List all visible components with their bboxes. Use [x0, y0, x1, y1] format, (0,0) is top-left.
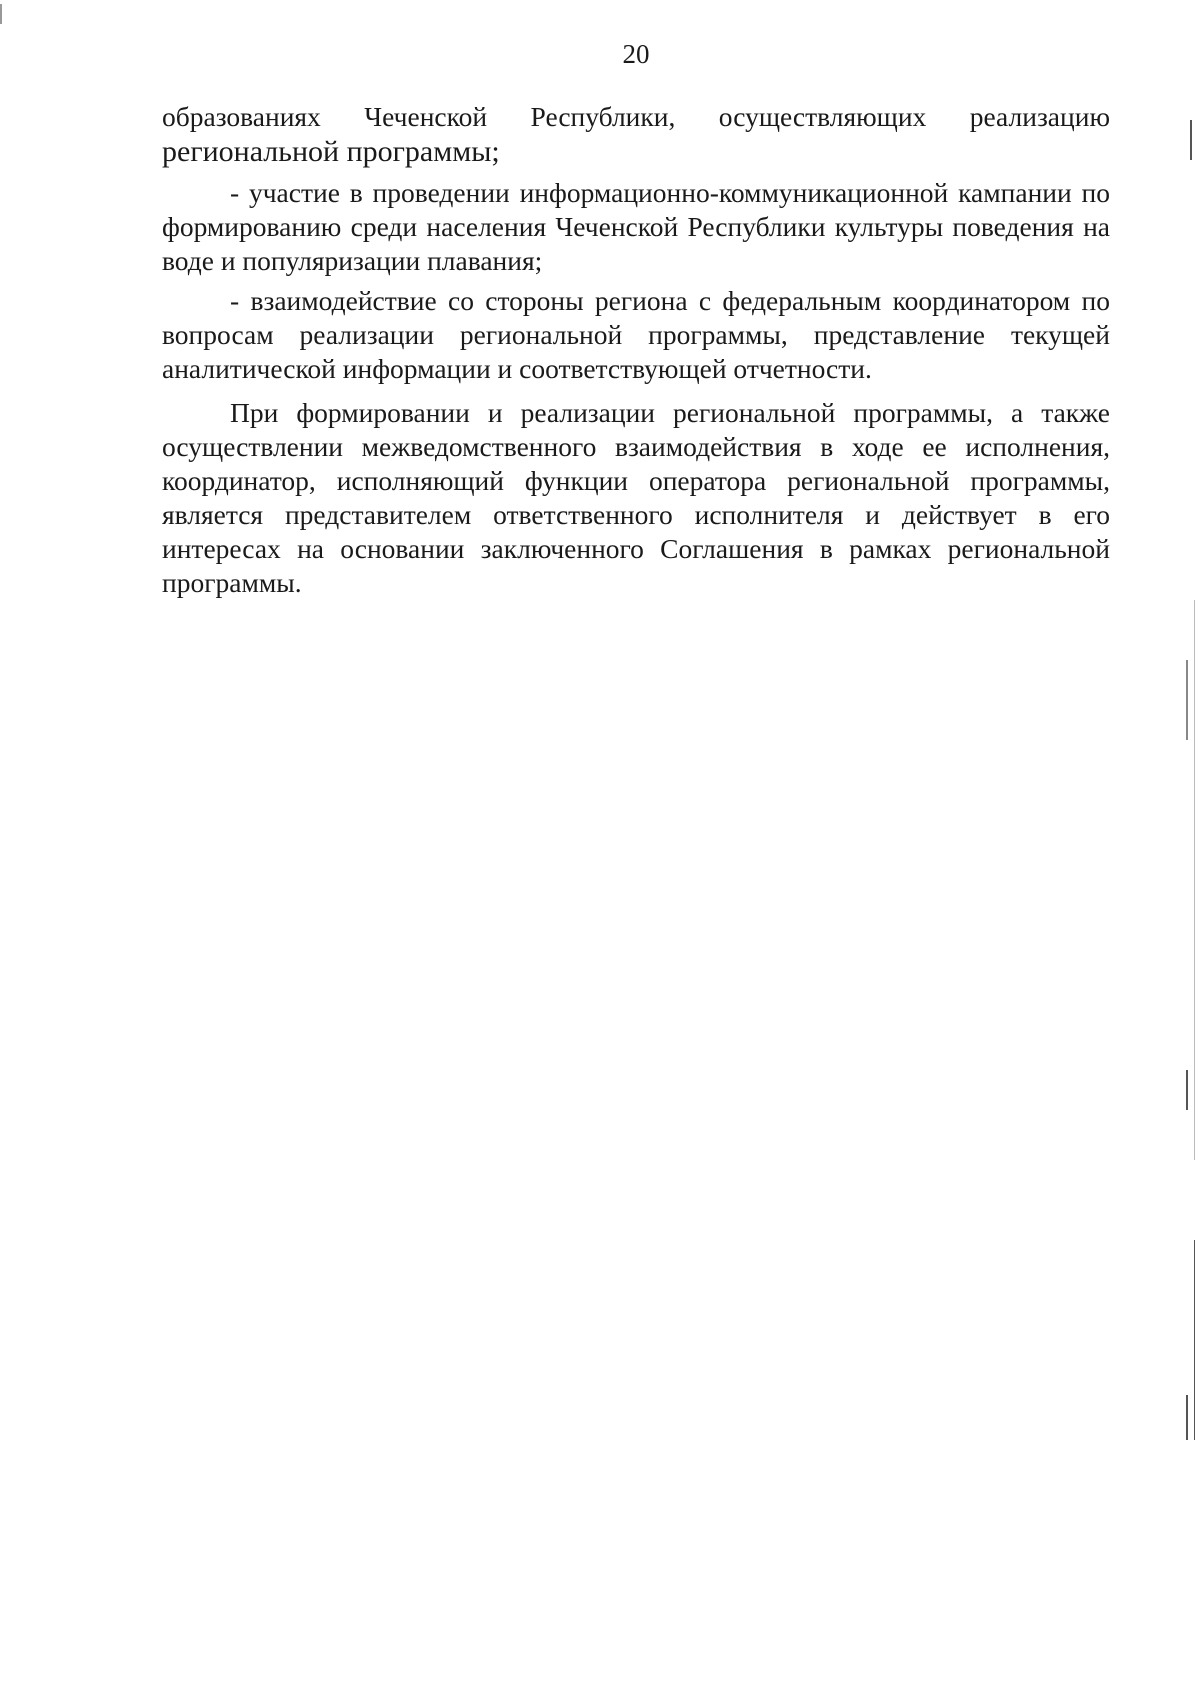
- scan-artifact: [1194, 600, 1195, 1160]
- scan-artifact: [1186, 1070, 1188, 1110]
- document-body: [162, 100, 1110, 600]
- paragraph-3: - взаимодействие со стороны региона с федеральным координатором по вопросам реализации региональной программы, представление текущей аналитической информации и соответствующей отчетности.: [162, 285, 1110, 384]
- paragraph-1-line-2: региональной программы;: [162, 135, 500, 168]
- page-number: 20: [622, 39, 650, 69]
- scan-artifact: [1190, 120, 1192, 160]
- scan-artifact: [1194, 1240, 1195, 1440]
- paragraph-1-line-1: образованиях Чеченской Республики, осуществляющих реализацию: [162, 101, 1110, 132]
- scan-artifact: [1186, 660, 1188, 740]
- scan-artifact: [1186, 1395, 1188, 1440]
- paragraph-2: - участие в проведении информационно-коммуникационной кампании по формированию среди населения Чеченской Республики культуры поведения на воде и популяризации плавания;: [162, 177, 1110, 276]
- paragraph-4: При формировании и реализации региональной программы, а также осуществлении межведомственного взаимодействия в ходе ее исполнения, координатор, исполняющий функции оператора региональной программы, является представителем ответственного исполнителя и действует в его интересах на основании заключенного Соглашения в рамках региональной программы.: [162, 397, 1110, 598]
- scan-artifact-left: [0, 4, 2, 24]
